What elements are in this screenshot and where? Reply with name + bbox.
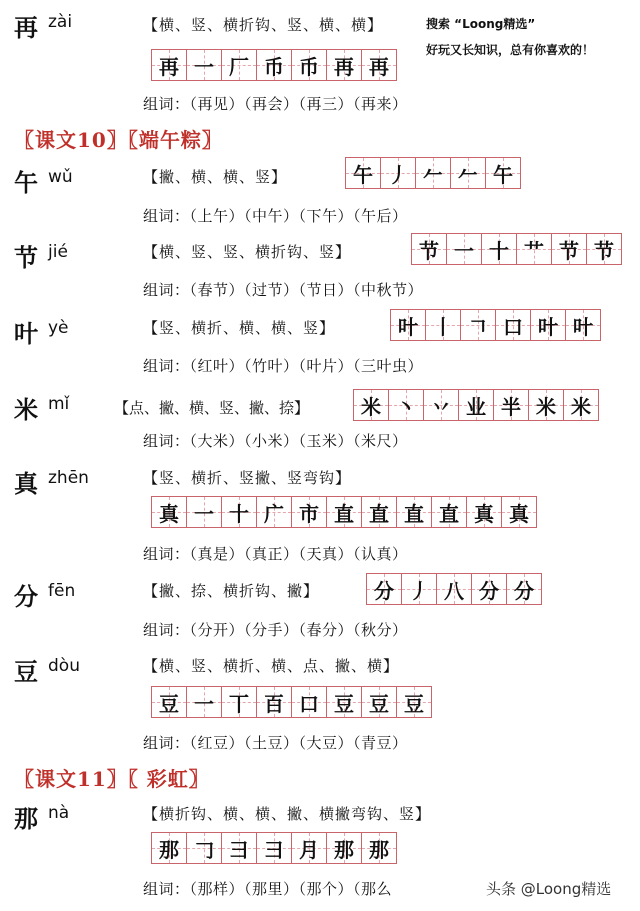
stroke-cell [391, 310, 426, 340]
stroke-step-glyph: 彐 [229, 837, 249, 862]
stroke-cell [152, 833, 187, 863]
char-fen: 分 [14, 583, 38, 611]
stroke-cell [222, 833, 257, 863]
stroke-cell [566, 310, 600, 340]
stroke-step-glyph: 丷 [431, 394, 451, 419]
pinyin-wu: wǔ [48, 167, 73, 187]
words-zai: 组词：（再见）（再会）（再三）（再来） [143, 95, 408, 113]
stroke-step-glyph: 𠃍 [468, 314, 488, 339]
stroke-cell [327, 497, 362, 527]
stroke-cell [187, 833, 222, 863]
stroke-order-grid [366, 573, 542, 605]
stroke-step-glyph: 半 [501, 394, 521, 419]
stroke-cell [517, 234, 552, 264]
pinyin-jie: jié [48, 242, 68, 262]
stroke-step-glyph: 𠃌 [194, 837, 214, 862]
pinyin-dou: dòu [48, 656, 80, 676]
stroke-order-grid [151, 832, 397, 864]
stroke-step-glyph: 真 [474, 501, 494, 526]
watermark: 头条 @Loong精选 [486, 880, 612, 898]
char-zhen: 真 [14, 470, 38, 498]
stroke-order-grid [345, 157, 521, 189]
strokes-fen: 【撇、捺、横折钩、撇】 [143, 582, 320, 600]
stroke-cell [467, 497, 502, 527]
stroke-step-glyph: 豆 [159, 691, 179, 716]
stroke-step-glyph: 分 [514, 578, 534, 603]
stroke-cell [397, 687, 431, 717]
lesson-11-heading: 〖课文11〗〖 彩虹〗 [14, 767, 210, 791]
stroke-cell [426, 310, 461, 340]
stroke-step-glyph: 直 [404, 501, 424, 526]
char-mi: 米 [14, 396, 38, 424]
stroke-cell [397, 497, 432, 527]
stroke-step-glyph: 直 [334, 501, 354, 526]
stroke-cell [222, 497, 257, 527]
stroke-step-glyph: 分 [374, 578, 394, 603]
stroke-cell [451, 158, 486, 188]
stroke-step-glyph: 𠂉 [458, 162, 478, 187]
stroke-cell [494, 390, 529, 420]
stroke-cell [362, 497, 397, 527]
stroke-step-glyph: 币 [264, 54, 284, 79]
stroke-step-glyph: 币 [299, 54, 319, 79]
stroke-step-glyph: 业 [466, 394, 486, 419]
strokes-ye: 【竖、横折、横、横、竖】 [143, 319, 336, 337]
stroke-step-glyph: 米 [536, 394, 556, 419]
stroke-order-grid [151, 49, 397, 81]
stroke-cell [424, 390, 459, 420]
stroke-step-glyph: 叶 [573, 314, 593, 339]
stroke-step-glyph: 豆 [369, 691, 389, 716]
stroke-step-glyph: 再 [159, 54, 179, 79]
stroke-cell [327, 687, 362, 717]
stroke-step-glyph: 一 [194, 54, 214, 79]
stroke-cell [152, 687, 187, 717]
stroke-step-glyph: 艹 [524, 238, 544, 263]
words-zhen: 组词：（真是）（真正）（天真）（认真） [143, 545, 408, 563]
stroke-step-glyph: 一 [454, 238, 474, 263]
stroke-cell [432, 497, 467, 527]
stroke-cell [367, 574, 402, 604]
stroke-step-glyph: 彐 [264, 837, 284, 862]
words-jie: 组词：（春节）（过节）（节日）（中秋节） [143, 281, 424, 299]
stroke-cell [292, 833, 327, 863]
stroke-step-glyph: 豆 [334, 691, 354, 716]
char-na: 那 [14, 805, 38, 833]
stroke-cell [257, 50, 292, 80]
stroke-step-glyph: 午 [353, 162, 373, 187]
stroke-cell [257, 497, 292, 527]
stroke-cell [412, 234, 447, 264]
words-wu: 组词：（上午）（中午）（下午）（午后） [143, 207, 408, 225]
stroke-cell [496, 310, 531, 340]
char-zai: 再 [14, 14, 38, 42]
stroke-cell [587, 234, 621, 264]
stroke-cell [564, 390, 598, 420]
stroke-step-glyph: 市 [299, 501, 319, 526]
stroke-cell [327, 50, 362, 80]
stroke-cell [346, 158, 381, 188]
stroke-cell [502, 497, 536, 527]
stroke-cell [459, 390, 494, 420]
stroke-step-glyph: 那 [334, 837, 354, 862]
stroke-step-glyph: 豆 [404, 691, 424, 716]
stroke-cell [381, 158, 416, 188]
promo-line-1: 搜索 “Loong精选” [426, 17, 536, 31]
stroke-step-glyph: 一 [194, 691, 214, 716]
stroke-cell [354, 390, 389, 420]
stroke-cell [187, 50, 222, 80]
stroke-cell [362, 50, 396, 80]
stroke-step-glyph: 广 [264, 501, 284, 526]
stroke-step-glyph: 丅 [229, 691, 249, 716]
strokes-zhen: 【竖、横折、竖撇、竖弯钩】 [143, 469, 352, 487]
pinyin-fen: fēn [48, 581, 76, 601]
stroke-step-glyph: 𠂉 [423, 162, 443, 187]
strokes-jie: 【横、竖、竖、横折钩、竖】 [143, 243, 352, 261]
stroke-step-glyph: 丶 [396, 394, 416, 419]
stroke-order-grid [151, 686, 432, 718]
words-na: 组词：（那样）（那里）（那个）（那么 [143, 880, 393, 898]
stroke-step-glyph: 再 [369, 54, 389, 79]
stroke-cell [447, 234, 482, 264]
stroke-cell [152, 50, 187, 80]
stroke-step-glyph: 节 [419, 238, 439, 263]
strokes-wu: 【撇、横、横、竖】 [143, 168, 288, 186]
pinyin-zhen: zhēn [48, 468, 89, 488]
stroke-step-glyph: 午 [493, 162, 513, 187]
char-ye: 叶 [14, 320, 38, 348]
stroke-step-glyph: 百 [264, 691, 284, 716]
pinyin-ye: yè [48, 318, 69, 338]
stroke-order-grid [411, 233, 622, 265]
stroke-step-glyph: 节 [594, 238, 614, 263]
stroke-step-glyph: 丨 [433, 314, 453, 339]
stroke-step-glyph: 丿 [388, 162, 408, 187]
stroke-step-glyph: 那 [369, 837, 389, 862]
strokes-mi: 【点、撇、横、竖、撇、捺】 [114, 399, 310, 417]
stroke-cell [257, 687, 292, 717]
stroke-cell [402, 574, 437, 604]
stroke-step-glyph: 丿 [409, 578, 429, 603]
stroke-step-glyph: 直 [369, 501, 389, 526]
words-dou: 组词：（红豆）（土豆）（大豆）（青豆） [143, 734, 408, 752]
stroke-cell [531, 310, 566, 340]
strokes-zai: 【横、竖、横折钩、竖、横、横】 [143, 16, 384, 34]
stroke-step-glyph: 叶 [538, 314, 558, 339]
stroke-cell [152, 497, 187, 527]
stroke-cell [552, 234, 587, 264]
stroke-cell [327, 833, 362, 863]
strokes-na: 【横折钩、横、横、撇、横撇弯钩、竖】 [143, 805, 432, 823]
char-jie: 节 [14, 244, 38, 272]
strokes-dou: 【横、竖、横折、横、点、撇、横】 [143, 657, 400, 675]
stroke-step-glyph: 真 [159, 501, 179, 526]
stroke-cell [529, 390, 564, 420]
stroke-cell [472, 574, 507, 604]
stroke-cell [257, 833, 292, 863]
stroke-cell [389, 390, 424, 420]
stroke-step-glyph: 八 [444, 578, 464, 603]
stroke-step-glyph: 十 [489, 238, 509, 263]
stroke-cell [507, 574, 541, 604]
stroke-order-grid [353, 389, 599, 421]
pinyin-na: nà [48, 803, 70, 823]
stroke-cell [187, 687, 222, 717]
words-fen: 组词：（分开）（分手）（春分）（秋分） [143, 621, 408, 639]
stroke-cell [222, 50, 257, 80]
stroke-step-glyph: 直 [439, 501, 459, 526]
stroke-cell [486, 158, 520, 188]
stroke-cell [362, 833, 396, 863]
lesson-10-heading: 〖课文10〗〖端午粽〗 [14, 128, 223, 152]
stroke-cell [362, 687, 397, 717]
stroke-step-glyph: 分 [479, 578, 499, 603]
stroke-step-glyph: 十 [229, 501, 249, 526]
stroke-cell [292, 50, 327, 80]
words-ye: 组词：（红叶）（竹叶）（叶片）（三叶虫） [143, 357, 424, 375]
stroke-step-glyph: 米 [571, 394, 591, 419]
stroke-step-glyph: 一 [194, 501, 214, 526]
stroke-order-grid [390, 309, 601, 341]
char-wu: 午 [14, 169, 38, 197]
stroke-cell [222, 687, 257, 717]
stroke-step-glyph: 厂 [229, 54, 249, 79]
stroke-step-glyph: 口 [503, 314, 523, 339]
stroke-cell [187, 497, 222, 527]
stroke-step-glyph: 月 [299, 837, 319, 862]
stroke-cell [292, 497, 327, 527]
stroke-step-glyph: 口 [299, 691, 319, 716]
stroke-step-glyph: 节 [559, 238, 579, 263]
stroke-step-glyph: 真 [509, 501, 529, 526]
stroke-cell [482, 234, 517, 264]
stroke-cell [416, 158, 451, 188]
stroke-cell [292, 687, 327, 717]
stroke-step-glyph: 再 [334, 54, 354, 79]
promo-line-2: 好玩又长知识，总有你喜欢的！ [426, 43, 595, 57]
stroke-cell [437, 574, 472, 604]
pinyin-mi: mǐ [48, 394, 70, 414]
pinyin-zai: zài [48, 12, 73, 32]
stroke-step-glyph: 叶 [398, 314, 418, 339]
stroke-cell [461, 310, 496, 340]
stroke-step-glyph: 米 [361, 394, 381, 419]
stroke-step-glyph: 那 [159, 837, 179, 862]
words-mi: 组词：（大米）（小米）（玉米）（米尺） [143, 432, 408, 450]
char-dou: 豆 [14, 658, 38, 686]
stroke-order-grid [151, 496, 537, 528]
